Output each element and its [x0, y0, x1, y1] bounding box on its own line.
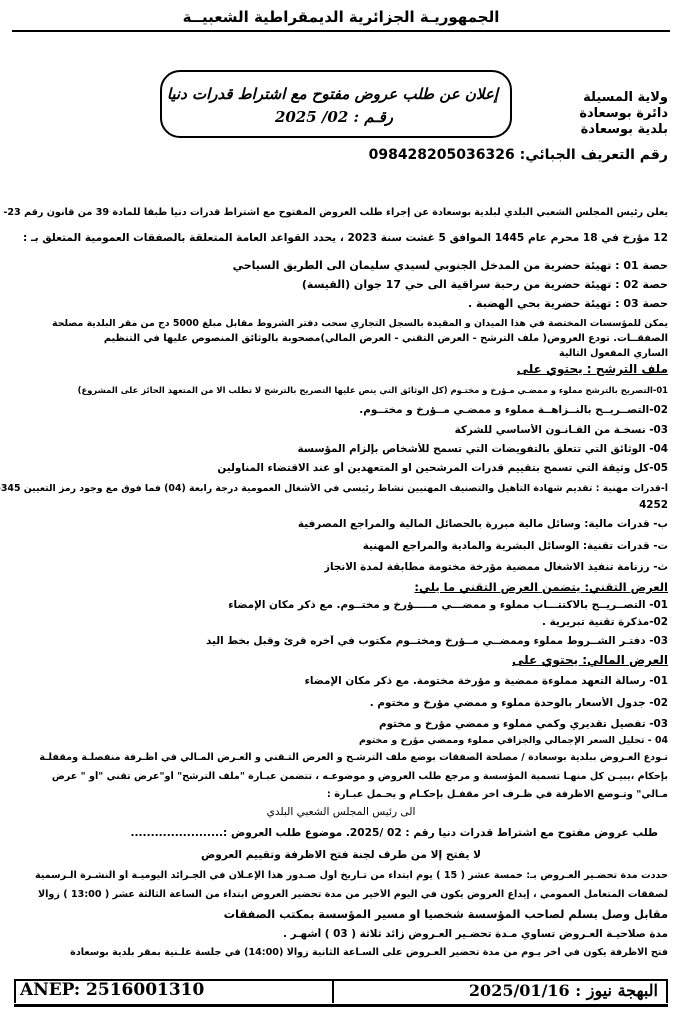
candidature-heading: ملف الترشح : يحتوي على	[516, 362, 668, 376]
deposit-line-2: بإحكام ،يبيـن كل منهـا تسمية المؤسسة و مرجع طلب العروض و موضوعـه ، تتضمن عبـارة "ملف الترشح" أو"عرض تقني "أو " عرض	[51, 771, 668, 782]
candidature-item-1: 01-التصريح بالترشح مملوء و ممضـي مـؤرخ و مختـوم (كل الوثائق التي ينص عليها التصريح بالترشح لا تطلب الا من المتعهد الحائز على المشروع)	[77, 385, 668, 395]
terms-line-4: مدة صلاحيـة العـروض تساوي مـدة تحضـير العـروض زائد ثلاثة ( 03 ) أشهـر .	[282, 928, 668, 940]
header-rule	[12, 30, 670, 32]
capacity-schedule: ث- رزنامة تنفيذ الاشغال ممضية مؤرخة مختومة مطابقة لمدة الانجاز	[323, 561, 668, 573]
candidature-item-4: 04- الوثائق التي تتعلق بالتفويضات التي تسمح للأشخاص بإلزام المؤسسة	[297, 443, 668, 455]
deposit-line-3: مـالي" وتـوضع الاظرفة في ظـرف آخر مقفـل بإحكـام و يحـمل عبـارة :	[326, 789, 668, 800]
financial-item-3: 03- تفصيل تقديري وكمي مملوء و ممضي مؤرخ و مختوم	[379, 718, 668, 730]
candidature-item-5: 05-كل وثيقة التي تسمح بتقييم قدرات المرشحين او المتعهدين أو عند الاقتضاء المناولين	[217, 462, 668, 474]
daira-label: دائرة بوسعادة	[579, 106, 668, 121]
terms-line-1: حددت مدة تحضـير العـروض بـ: خمسة عشر ( 15 ) يوم ابتداء من تـاريخ أول صـدور هذا الإعـلان في الجـرائد اليوميـة أو النشـرة الـرسمية	[35, 870, 668, 881]
tax-id: رقم التعريف الجبائي: 09842820503632​6	[368, 147, 668, 163]
title-frame	[160, 70, 512, 138]
footer-rule	[14, 1004, 668, 1007]
deposit-line-1: تـودع العـروض ببلدية بوسعادة / مصلحة الصفقات بوضع ملف الترشـح و العرض التـقني و العـرض المـالي في أظـرفة منفصلـة ومقفلـة	[39, 752, 668, 763]
wilaya-label: ولاية المسيلة	[583, 90, 668, 105]
capacity-code: 4252	[639, 499, 668, 511]
newspaper-date: البهجة نيوز : 2025/01/16	[468, 981, 658, 1000]
technical-item-2: 02-مذكرة تقنية تبريرية .	[542, 616, 668, 628]
technical-heading: العرض التقني: يتضمن العرض التقني ما يلي:	[414, 580, 668, 594]
lot-2: حصة 02 : تهيئة حضرية من رحبة سراقية الى حي 17 جوان (القيسة)	[301, 278, 668, 291]
footer-separator	[332, 979, 334, 1003]
withdraw-line-2: الصفقــات. تودع العروض( ملف الترشح - العرض التقني - العرض المالي)مصحوبة بالوثائق المنصوص عليها في التنظيم	[103, 333, 668, 344]
announcement-title: إعلان عن طلب عروض مفتوح مع اشتراط قدرات دنيا	[166, 85, 498, 103]
terms-line-2: لصفقات المتعامل العمومي ، إيداع العروض يكون في اليوم الأخير من مدة تحضير العروض ابتداء من الساعة الثالثة عشر ( 13:00 ) زوالا	[38, 889, 668, 900]
candidature-item-3: 03- نسخـة من القـانـون الأساسي للشركة	[454, 424, 668, 436]
commune-label: بلدية بوسعادة	[580, 122, 668, 137]
intro-line-2: 12 مؤرخ في 18 محرم عام 1445 الموافق 5 غشت سنة 2023 ، يحدد القواعد العامة المتعلقة بالصفقات العمومية المتعلق بـ :	[23, 232, 668, 244]
terms-line-5: فتح الاظرفة يكون في آخر يـوم من مدة تحضير العـروض على السـاعة الثانية زوالا (14:00) في جلسة علـنية بمقر بلدية بوسعادة	[70, 947, 668, 958]
anep-number: ANEP: 2516001310	[20, 980, 205, 1000]
republic-header: الجمهوريـة الجزائرية الديمقراطية الشعبيــة	[182, 8, 500, 26]
lot-1: حصة 01 : تهيئة حضرية من المدخل الجنوبي لسيدي سليمان الى الطريق السياحي	[232, 259, 668, 272]
envelope-recipient: الى رئيس المجلس الشعبي البلدي	[266, 806, 416, 818]
capacity-financial: ب- قدرات مالية: وسائل مالية مبررة بالحصائل المالية والمراجع المصرفية	[297, 518, 668, 530]
lot-3: حصة 03 : تهيئة حضرية بحي الهضبة .	[468, 297, 668, 310]
intro-line-1: يعلن رئيس المجلس الشعبي البلدي لبلدية بوسعادة عن إجراء طلب العروض المفتوح مع اشتراط قدرات دنيا طبقا للمادة 39 من قانون رقم 23-	[3, 207, 668, 218]
candidature-item-2: 02-التصــريــح بالنــزاهــة مملوء و ممضـي مــؤرخ و مختــوم.	[359, 404, 668, 416]
withdraw-line-1: يمكن للمؤسسات المختصة في هذا الميدان و المقيدة بالسجل التجاري سحب دفتر الشروط مقابل مبلغ 5000 دج من مقر البلدية مصلحة	[52, 318, 668, 329]
financial-item-1: 01- رسالة التعهد مملوءة ممضية و مؤرخة مختومة. مع ذكر مكان الإمضاء	[304, 675, 668, 687]
envelope-subject: طلب عروض مفتوح مع اشتراط قدرات دنيا رقم : 02 /2025. موضوع طلب العروض :.......................	[130, 827, 658, 839]
capacity-technical: ت- قدرات تقنية: الوسائل البشرية والمادية والمراجع المهنية	[362, 540, 668, 552]
technical-item-1: 01- التصــريــح بالاكتتـــاب مملوء و ممضـــي مـــــؤرخ و مختــوم. مع ذكر مكان الإمضاء	[228, 599, 668, 611]
announcement-number: رقـم : 02/ 2025	[274, 108, 394, 126]
envelope-notice: لا يفتح إلا من طرف لجنة فتح الاظرفة وتقييم العروض	[201, 849, 481, 861]
capacity-professional: أ-قدرات مهنية : تقديم شهادة التأهيل والتصنيف المهنيين نشاط رئيسي في الأشغال العمومية درجة رابعة (04) فما فوق مع وجود رمز التعيين 345	[0, 483, 668, 494]
technical-item-3: 03- دفتـر الشــروط مملوء وممضــي مــؤرخ ومختــوم مكتوب في آخره قرئ وقبل بخط اليد	[205, 635, 668, 647]
financial-item-4: 04 - تحليل السعر الإجمالي والجزافي مملوء وممضي مؤرخ و مختوم	[358, 735, 668, 746]
terms-line-3: مقابل وصل بسلم لصاحب المؤسسة شخصيا او مسير المؤسسة بمكتب الصفقات	[223, 907, 668, 921]
financial-item-2: 02- جدول الأسعار بالوحدة مملوء و ممضي مؤرخ و مختوم .	[369, 697, 668, 709]
withdraw-line-3: الساري المفعول التالية	[559, 348, 668, 359]
financial-heading: العرض المالي: يحتوي على	[512, 653, 668, 667]
